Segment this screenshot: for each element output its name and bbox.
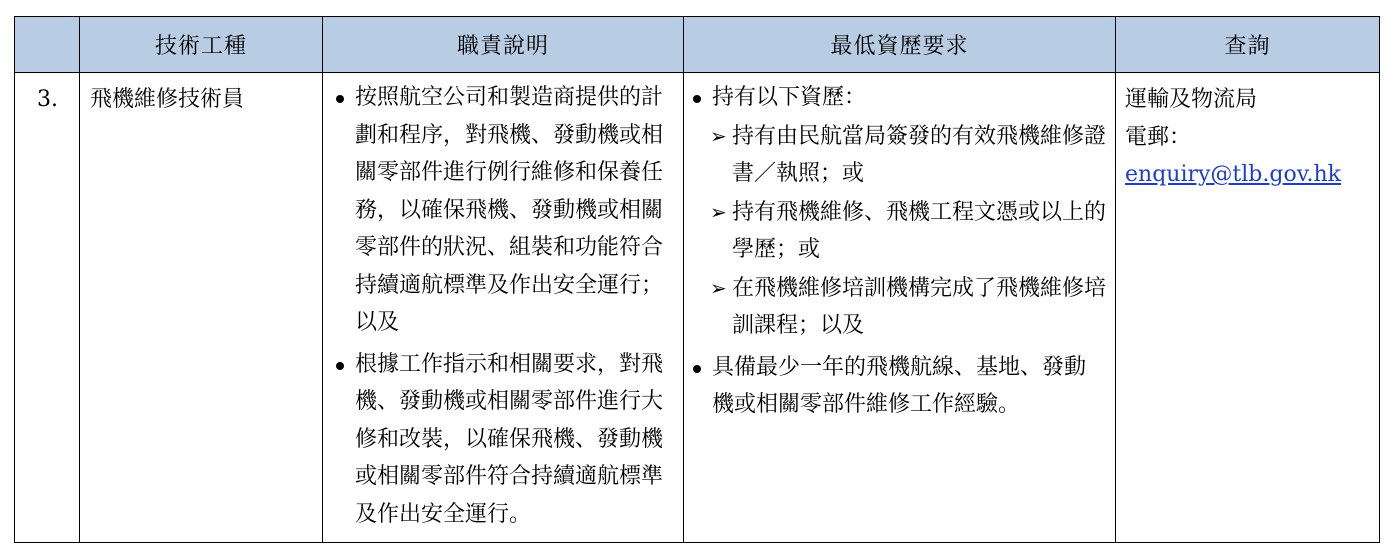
header-enquiry: 查詢 bbox=[1116, 17, 1380, 73]
trade-name: 飛機維修技術員 bbox=[80, 73, 323, 543]
requirement-option bbox=[690, 194, 1107, 269]
bullet-icon bbox=[336, 362, 344, 370]
duty-text: 按照航空公司和製造商提供的計劃和程序，對飛機、發動機或相關零部件進行例行維修和保養任務，以確保飛機、發動機或相關零部件的狀況、組裝和功能符合持續適航標準及作出安全運行；以及 bbox=[355, 85, 664, 335]
requirement-option bbox=[690, 118, 1107, 193]
arrowhead-icon: ➢ bbox=[710, 123, 727, 148]
bullet-icon bbox=[336, 95, 344, 103]
enquiry-cell bbox=[1116, 73, 1380, 543]
requirement-item bbox=[690, 79, 1107, 117]
bullet-icon bbox=[693, 365, 701, 373]
option-text: 在飛機維修培訓機構完成了飛機維修培訓課程；以及 bbox=[732, 275, 1107, 338]
experience-text: 具備最少一年的飛機航線、基地、發動機或相關零部件維修工作經驗。 bbox=[712, 354, 1087, 417]
header-duties: 職責說明 bbox=[323, 17, 684, 73]
email-label: 電郵： bbox=[1125, 124, 1192, 150]
duty-item bbox=[333, 79, 675, 342]
job-table bbox=[14, 16, 1380, 543]
requirement-item bbox=[690, 349, 1107, 424]
bullet-icon bbox=[693, 95, 701, 103]
header-number bbox=[15, 17, 80, 73]
requirement-option bbox=[690, 270, 1107, 345]
arrowhead-icon: ➢ bbox=[710, 199, 727, 224]
email-link[interactable]: enquiry@tlb.gov.hk bbox=[1125, 162, 1342, 187]
row-number: 3. bbox=[15, 73, 80, 543]
requirements-cell bbox=[684, 73, 1116, 543]
enquiry-bureau: 運輸及物流局 bbox=[1125, 87, 1258, 112]
header-requirements: 最低資歷要求 bbox=[684, 17, 1116, 73]
option-text: 持有飛機維修、飛機工程文憑或以上的學歷；或 bbox=[732, 199, 1107, 262]
arrowhead-icon: ➢ bbox=[710, 275, 727, 300]
header-trade: 技術工種 bbox=[80, 17, 323, 73]
duties-cell bbox=[323, 73, 684, 543]
duty-text: 根據工作指示和相關要求，對飛機、發動機或相關零部件進行大修和改裝，以確保飛機、發動機或相關零部件符合持續適航標準及作出安全運行。 bbox=[355, 351, 664, 527]
table-row bbox=[15, 73, 1380, 543]
option-text: 持有由民航當局簽發的有效飛機維修證書／執照；或 bbox=[732, 123, 1107, 186]
duty-item bbox=[333, 346, 675, 534]
requirement-intro: 持有以下資歷： bbox=[712, 85, 867, 110]
header-row bbox=[15, 17, 1380, 73]
